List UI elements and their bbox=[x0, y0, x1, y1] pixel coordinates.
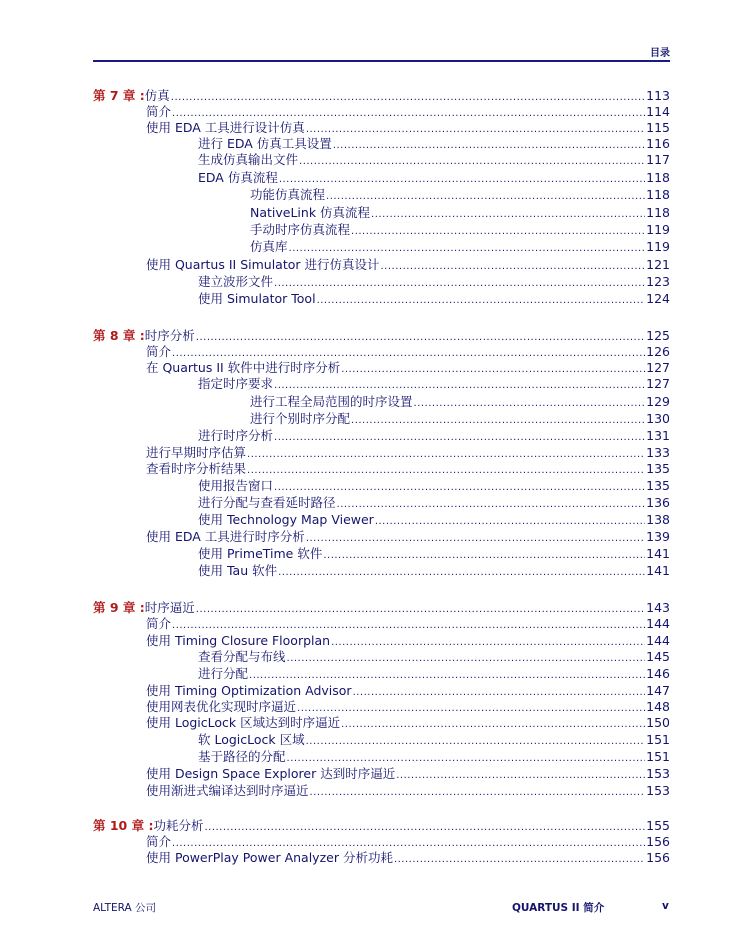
toc-page-number: 133 bbox=[646, 445, 670, 460]
toc-entry[interactable] bbox=[250, 205, 670, 223]
toc-entry-label: 使用 EDA 工具进行时序分析 bbox=[146, 529, 305, 544]
toc-entry[interactable] bbox=[146, 766, 670, 784]
toc-entry-label: 进行分配 bbox=[198, 666, 249, 681]
toc-entry-label: 手动时序仿真流程 bbox=[250, 222, 351, 237]
toc-entry-label: 使用 PowerPlay Power Analyzer 分析功耗 bbox=[146, 850, 393, 865]
toc-page-number: 153 bbox=[646, 783, 670, 798]
toc-entry-label: 在 Quartus II 软件中进行时序分析 bbox=[146, 360, 341, 375]
toc-page-number: 124 bbox=[646, 291, 670, 306]
leader-dots bbox=[279, 172, 645, 188]
toc-page-number: 127 bbox=[646, 360, 670, 375]
toc-page-number: 116 bbox=[646, 136, 670, 151]
toc-page-number: 156 bbox=[646, 834, 670, 849]
leader-dots bbox=[414, 396, 646, 412]
toc-entry-label: 进行分配与查看延时路径 bbox=[198, 495, 336, 510]
toc-entry-label: 使用 Tau 软件 bbox=[198, 563, 278, 578]
toc-entry[interactable] bbox=[146, 257, 670, 275]
leader-dots bbox=[287, 751, 646, 767]
toc-entry-label: 进行个别时序分配 bbox=[250, 411, 351, 426]
toc-entry[interactable] bbox=[250, 394, 670, 412]
toc-entry-label: 使用渐进式编译达到时序逼近 bbox=[146, 783, 309, 798]
leader-dots bbox=[274, 276, 645, 292]
toc-entry-label: 基于路径的分配 bbox=[198, 749, 286, 764]
toc-entry[interactable] bbox=[198, 170, 670, 188]
toc-page-number: 127 bbox=[646, 376, 670, 391]
toc-entry[interactable] bbox=[146, 529, 670, 547]
toc-page-number: 148 bbox=[646, 699, 670, 714]
leader-dots bbox=[381, 259, 646, 275]
toc-entry[interactable] bbox=[198, 749, 670, 767]
toc-entry-label: NativeLink 仿真流程 bbox=[250, 205, 371, 220]
chapter-number: 第 7 章 : bbox=[93, 88, 145, 103]
toc-page-number: 150 bbox=[646, 715, 670, 730]
leader-dots bbox=[287, 651, 646, 667]
toc-entry[interactable] bbox=[146, 850, 670, 868]
toc-entry-label: 使用 PrimeTime 软件 bbox=[198, 546, 323, 561]
toc-entry[interactable] bbox=[198, 376, 670, 394]
toc-page-number: 113 bbox=[646, 88, 670, 103]
toc-page-number: 117 bbox=[646, 152, 670, 167]
toc-page-number: 155 bbox=[646, 818, 670, 833]
leader-dots bbox=[274, 430, 645, 446]
leader-dots bbox=[172, 618, 645, 634]
toc-page-number: 141 bbox=[646, 563, 670, 578]
toc-entry[interactable] bbox=[250, 411, 670, 429]
toc-page-number: 118 bbox=[646, 187, 670, 202]
leader-dots bbox=[274, 480, 645, 496]
leader-dots bbox=[289, 241, 646, 257]
toc-page-number: 135 bbox=[646, 461, 670, 476]
leader-dots bbox=[306, 531, 645, 547]
leader-dots bbox=[341, 717, 645, 733]
toc-page-number: 136 bbox=[646, 495, 670, 510]
toc-entry-label: 生成仿真输出文件 bbox=[198, 152, 299, 167]
toc-entry[interactable] bbox=[146, 461, 670, 479]
toc-entry-label: 指定时序要求 bbox=[198, 376, 274, 391]
footer-company: ALTERA 公司 bbox=[93, 902, 157, 914]
toc-entry-label: 仿真 bbox=[144, 88, 170, 103]
leader-dots bbox=[278, 565, 645, 581]
toc-entry-label: 功能仿真流程 bbox=[250, 187, 326, 202]
toc-entry[interactable] bbox=[146, 715, 670, 733]
toc-entry-label: 进行时序分析 bbox=[198, 428, 274, 443]
leader-dots bbox=[306, 734, 646, 750]
toc-entry[interactable] bbox=[198, 291, 670, 309]
chapter-number: 第 10 章 : bbox=[93, 818, 154, 833]
leader-dots bbox=[317, 293, 646, 309]
toc-page-number: 125 bbox=[646, 328, 670, 343]
toc-entry[interactable] bbox=[198, 428, 670, 446]
leader-dots bbox=[310, 785, 646, 801]
toc-page-number: 115 bbox=[646, 120, 670, 135]
toc-page-number: 143 bbox=[646, 600, 670, 615]
leader-dots bbox=[371, 207, 645, 223]
leader-dots bbox=[375, 514, 645, 530]
toc-entry[interactable] bbox=[198, 546, 670, 564]
toc-entry-label: 简介 bbox=[146, 344, 172, 359]
toc-entry-label: 使用 EDA 工具进行设计仿真 bbox=[146, 120, 305, 135]
running-header: 目录 bbox=[650, 48, 670, 59]
toc-entry[interactable] bbox=[198, 563, 670, 581]
chapter-number: 第 8 章 : bbox=[93, 328, 145, 343]
toc-entry-label: 功耗分析 bbox=[153, 818, 204, 833]
toc-page-number: 119 bbox=[646, 239, 670, 254]
leader-dots bbox=[394, 852, 645, 868]
toc-entry-label: 使用 LogicLock 区域达到时序逼近 bbox=[146, 715, 341, 730]
toc-page-number: 146 bbox=[646, 666, 670, 681]
toc-entry-label: 简介 bbox=[146, 616, 172, 631]
toc-page-number: 153 bbox=[646, 766, 670, 781]
leader-dots bbox=[249, 668, 645, 684]
toc-entry[interactable] bbox=[198, 512, 670, 530]
toc-entry[interactable] bbox=[250, 187, 670, 205]
toc-entry-label: 查看分配与布线 bbox=[198, 649, 286, 664]
toc-entry-label: 使用 Design Space Explorer 达到时序逼近 bbox=[146, 766, 396, 781]
toc-entry[interactable] bbox=[146, 783, 670, 801]
toc-page-number: 144 bbox=[646, 633, 670, 648]
toc-entry[interactable] bbox=[198, 732, 670, 750]
toc-entry-label: 查看时序分析结果 bbox=[146, 461, 247, 476]
toc-entry[interactable] bbox=[198, 274, 670, 292]
toc-page-number: 141 bbox=[646, 546, 670, 561]
leader-dots bbox=[337, 497, 646, 513]
toc-page-number: 138 bbox=[646, 512, 670, 527]
toc-entry-label: EDA 仿真流程 bbox=[198, 170, 278, 185]
toc-entry[interactable] bbox=[198, 152, 670, 170]
leader-dots bbox=[299, 154, 645, 170]
toc-entry-label: 进行 EDA 仿真工具设置 bbox=[198, 136, 332, 151]
toc-entry-label: 简介 bbox=[146, 834, 172, 849]
leader-dots bbox=[326, 189, 645, 205]
toc-entry-label: 使用 Quartus II Simulator 进行仿真设计 bbox=[146, 257, 380, 272]
toc-page-number: 147 bbox=[646, 683, 670, 698]
toc-page-number: 139 bbox=[646, 529, 670, 544]
leader-dots bbox=[323, 548, 645, 564]
toc-entry-label: 进行早期时序估算 bbox=[146, 445, 247, 460]
toc-entry[interactable] bbox=[146, 616, 670, 634]
toc-entry-label: 使用网表优化实现时序逼近 bbox=[146, 699, 297, 714]
leader-dots bbox=[351, 224, 645, 240]
toc-page-number: 126 bbox=[646, 344, 670, 359]
toc-page-number: 118 bbox=[646, 205, 670, 220]
leader-dots bbox=[351, 413, 645, 429]
toc-entry-label: 简介 bbox=[146, 104, 172, 119]
toc-entry[interactable] bbox=[250, 222, 670, 240]
toc-page-number: 145 bbox=[646, 649, 670, 664]
header-rule bbox=[93, 60, 670, 62]
toc-page-number: 114 bbox=[646, 104, 670, 119]
toc-page-number: 118 bbox=[646, 170, 670, 185]
toc-entry[interactable] bbox=[198, 666, 670, 684]
toc-entry-label: 建立波形文件 bbox=[198, 274, 274, 289]
toc-entry[interactable] bbox=[250, 239, 670, 257]
toc-entry-label: 使用 Timing Closure Floorplan bbox=[146, 633, 331, 648]
toc-page-number: 156 bbox=[646, 850, 670, 865]
toc-page-number: 130 bbox=[646, 411, 670, 426]
toc-entry-label: 时序分析 bbox=[144, 328, 195, 343]
footer-book-title: QUARTUS II 简介 bbox=[512, 902, 605, 914]
toc-page-number: 151 bbox=[646, 749, 670, 764]
toc-page-number: 144 bbox=[646, 616, 670, 631]
toc-page-number: 119 bbox=[646, 222, 670, 237]
toc-entry-label: 进行工程全局范围的时序设置 bbox=[250, 394, 413, 409]
toc-entry-label: 仿真库 bbox=[250, 239, 288, 254]
footer-page-number: v bbox=[662, 900, 669, 912]
toc-entry-label: 使用 Technology Map Viewer bbox=[198, 512, 374, 527]
toc-entry-label: 使用 Simulator Tool bbox=[198, 291, 316, 306]
toc-page-number: 135 bbox=[646, 478, 670, 493]
toc-entry-label: 使用 Timing Optimization Advisor bbox=[146, 683, 352, 698]
toc-page-number: 129 bbox=[646, 394, 670, 409]
leader-dots bbox=[274, 378, 645, 394]
toc-entry-label: 使用报告窗口 bbox=[198, 478, 274, 493]
chapter-number: 第 9 章 : bbox=[93, 600, 145, 615]
toc-entry-label: 时序逼近 bbox=[144, 600, 195, 615]
leader-dots bbox=[396, 768, 645, 784]
toc-entry[interactable] bbox=[198, 649, 670, 667]
toc-entry[interactable] bbox=[198, 478, 670, 496]
toc-page-number: 121 bbox=[646, 257, 670, 272]
toc-page-number: 123 bbox=[646, 274, 670, 289]
leader-dots bbox=[247, 463, 645, 479]
toc-entry[interactable] bbox=[198, 495, 670, 513]
toc-page-number: 131 bbox=[646, 428, 670, 443]
toc-entry-label: 软 LogicLock 区域 bbox=[198, 732, 305, 747]
toc-page-number: 151 bbox=[646, 732, 670, 747]
